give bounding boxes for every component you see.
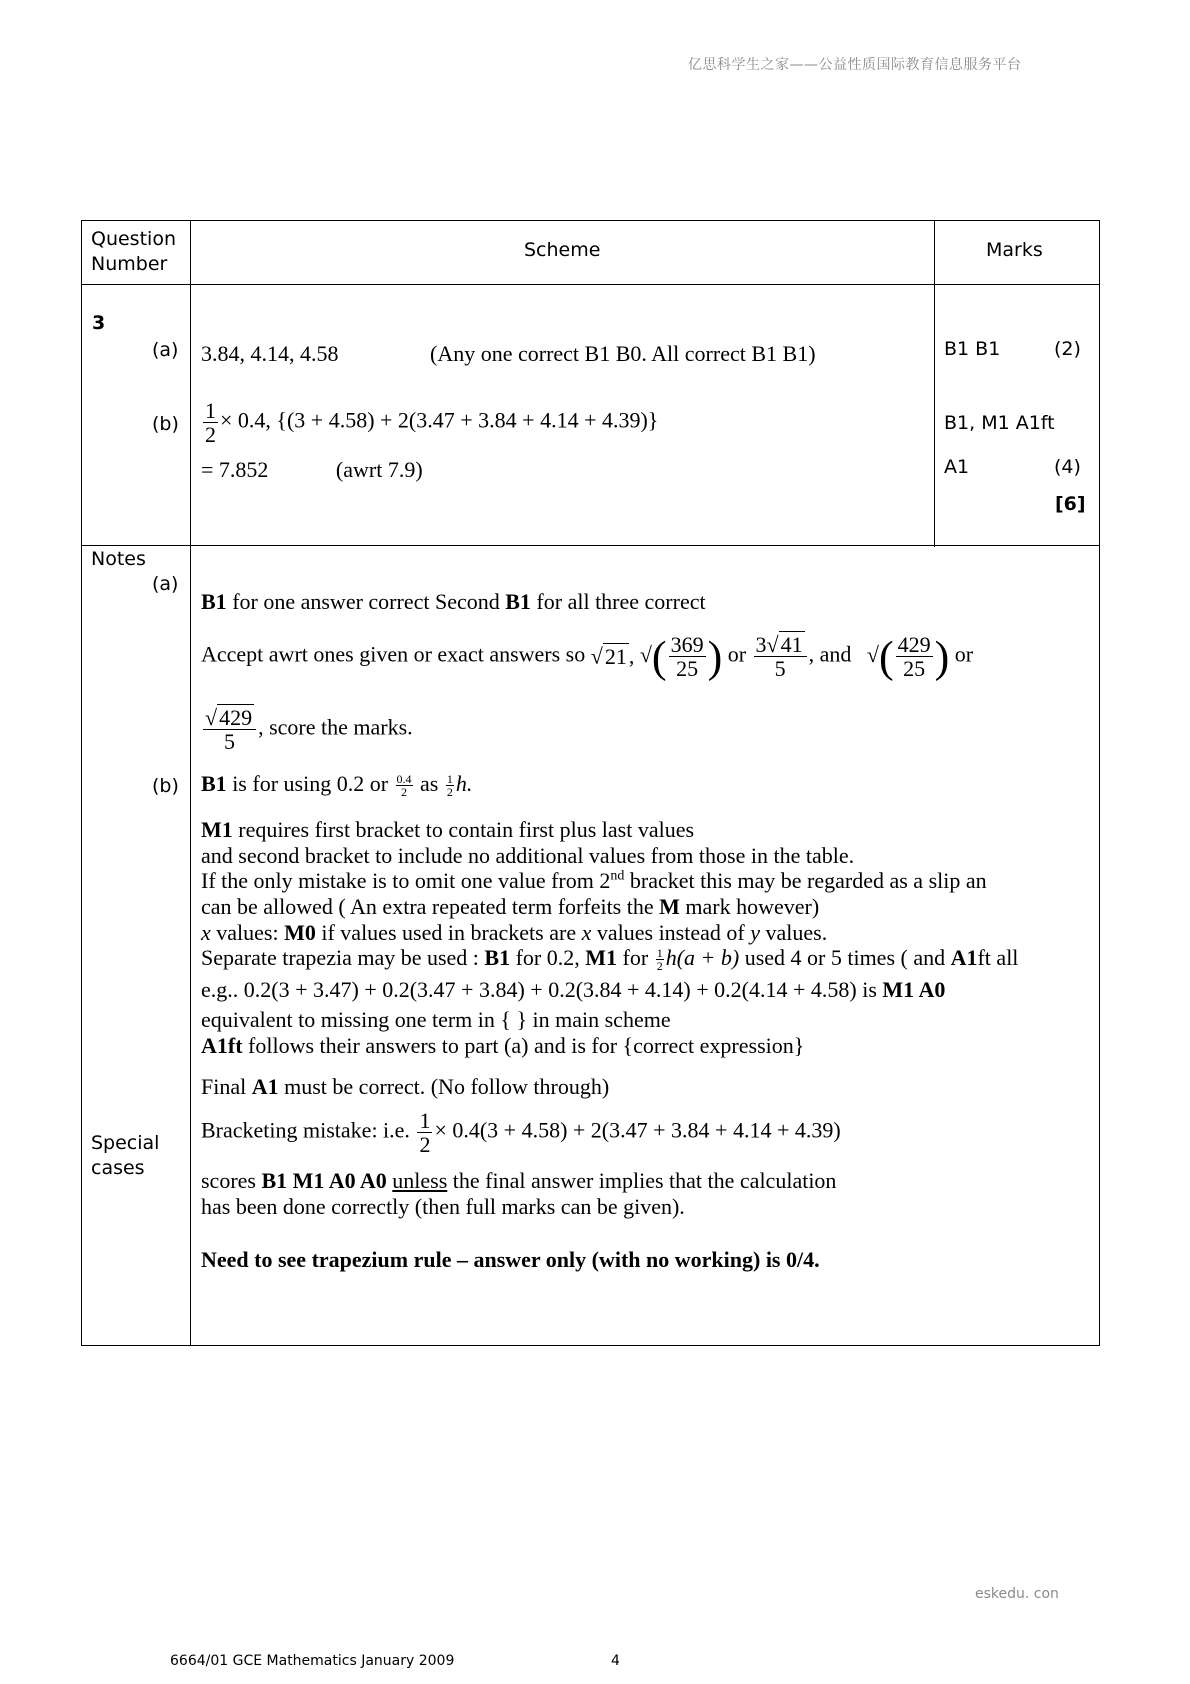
header-question-number: Question Number: [91, 228, 176, 275]
note-b-line5: x values: M0 if values used in brackets are x values instead of y values.: [201, 920, 828, 945]
note-b-line10: Final A1 must be correct. (No follow through): [201, 1074, 610, 1099]
note-a-accept-line: Accept awrt ones given or exact answers so √21, √( $\frac{369}{25}$ ) or $\frac{3√41}{5}$ , and √( $\frac{429}{25}$ ) or: [201, 631, 974, 681]
row-divider: [82, 545, 1099, 546]
part-b-marks-a1: A1: [944, 456, 970, 478]
special-line2: scores B1 M1 A0 A0 unless the final answer implies that the calculation: [201, 1168, 837, 1193]
column-divider: [190, 221, 191, 1345]
part-b-marks: B1, M1 A1ft: [944, 412, 1055, 434]
note-b-line3: If the only mistake is to omit one value from 2nd bracket this may be regarded as a slip an: [201, 868, 987, 893]
question-number: 3: [92, 312, 106, 334]
special-line3: has been done correctly (then full marks can be given).: [201, 1194, 685, 1219]
mark-scheme-table: [81, 220, 1100, 1346]
question-total: [6]: [1055, 493, 1086, 515]
part-b-total: (4): [1054, 456, 1081, 478]
special-cases-label: Special cases: [91, 1132, 160, 1179]
part-a-total: (2): [1054, 338, 1081, 360]
part-a-marks: B1 B1: [944, 338, 1001, 360]
part-b-result: = 7.852 (awrt 7.9): [201, 457, 423, 482]
note-a-score-line: $\frac{√429}{5}$ , score the marks.: [205, 705, 413, 755]
notes-b-label: (b): [152, 775, 179, 797]
note-b-line4: can be allowed ( An extra repeated term forfeits the M mark however): [201, 894, 820, 919]
note-b-line9: A1ft follows their answers to part (a) and is for {correct expression}: [201, 1033, 805, 1058]
row-divider: [82, 284, 1099, 285]
part-a-label: (a): [152, 339, 179, 361]
note-a-line1: B1 for one answer correct Second B1 for all three correct: [201, 589, 706, 614]
footer-course: 6664/01 GCE Mathematics January 2009: [170, 1653, 455, 1669]
special-line4: Need to see trapezium rule – answer only (with no working) is 0/4.: [201, 1247, 820, 1272]
header-scheme: Scheme: [524, 239, 601, 261]
header-watermark: 亿思科学生之家——公益性质国际教育信息服务平台: [688, 57, 1022, 73]
part-b-label: (b): [152, 413, 179, 435]
note-b-line2: and second bracket to include no additional values from those in the table.: [201, 843, 855, 868]
note-b-line1: B1 is for using 0.2 or $\frac{0.4}{2}$ as $\frac{1}{2}$ h.: [201, 771, 473, 800]
header-marks: Marks: [986, 239, 1043, 261]
note-b-line7: e.g.. 0.2(3 + 3.47) + 0.2(3.47 + 3.84) + 0.2(3.84 + 4.14) + 0.2(4.14 + 4.58) is M1 A0: [201, 977, 946, 1002]
notes-label: Notes: [91, 548, 146, 570]
note-b-line6: Separate trapezia may be used : B1 for 0.2, M1 for $\frac{1}{2}$ h(a + b) used 4 or 5 times ( and A1ft all: [201, 945, 1019, 973]
special-line1: Bracketing mistake: i.e. $\frac{1}{2}$ × 0.4(3 + 4.58) + 2(3.47 + 3.84 + 4.14 + 4.39): [201, 1108, 841, 1158]
footer-page-number: 4: [611, 1653, 620, 1669]
note-b-m1-line: M1 requires first bracket to contain first plus last values: [201, 817, 695, 842]
site-watermark: eskedu. con: [975, 1586, 1059, 1602]
notes-a-label: (a): [152, 573, 179, 595]
note-b-line8: equivalent to missing one term in { } in main scheme: [201, 1007, 671, 1032]
column-divider: [934, 221, 935, 547]
part-a-answers: 3.84, 4.14, 4.58 (Any one correct B1 B0. All correct B1 B1): [201, 341, 816, 366]
part-b-expression: $\frac{1}{2}$ × 0.4, {(3 + 4.58) + 2(3.47 + 3.84 + 4.14 + 4.39)}: [205, 398, 659, 448]
